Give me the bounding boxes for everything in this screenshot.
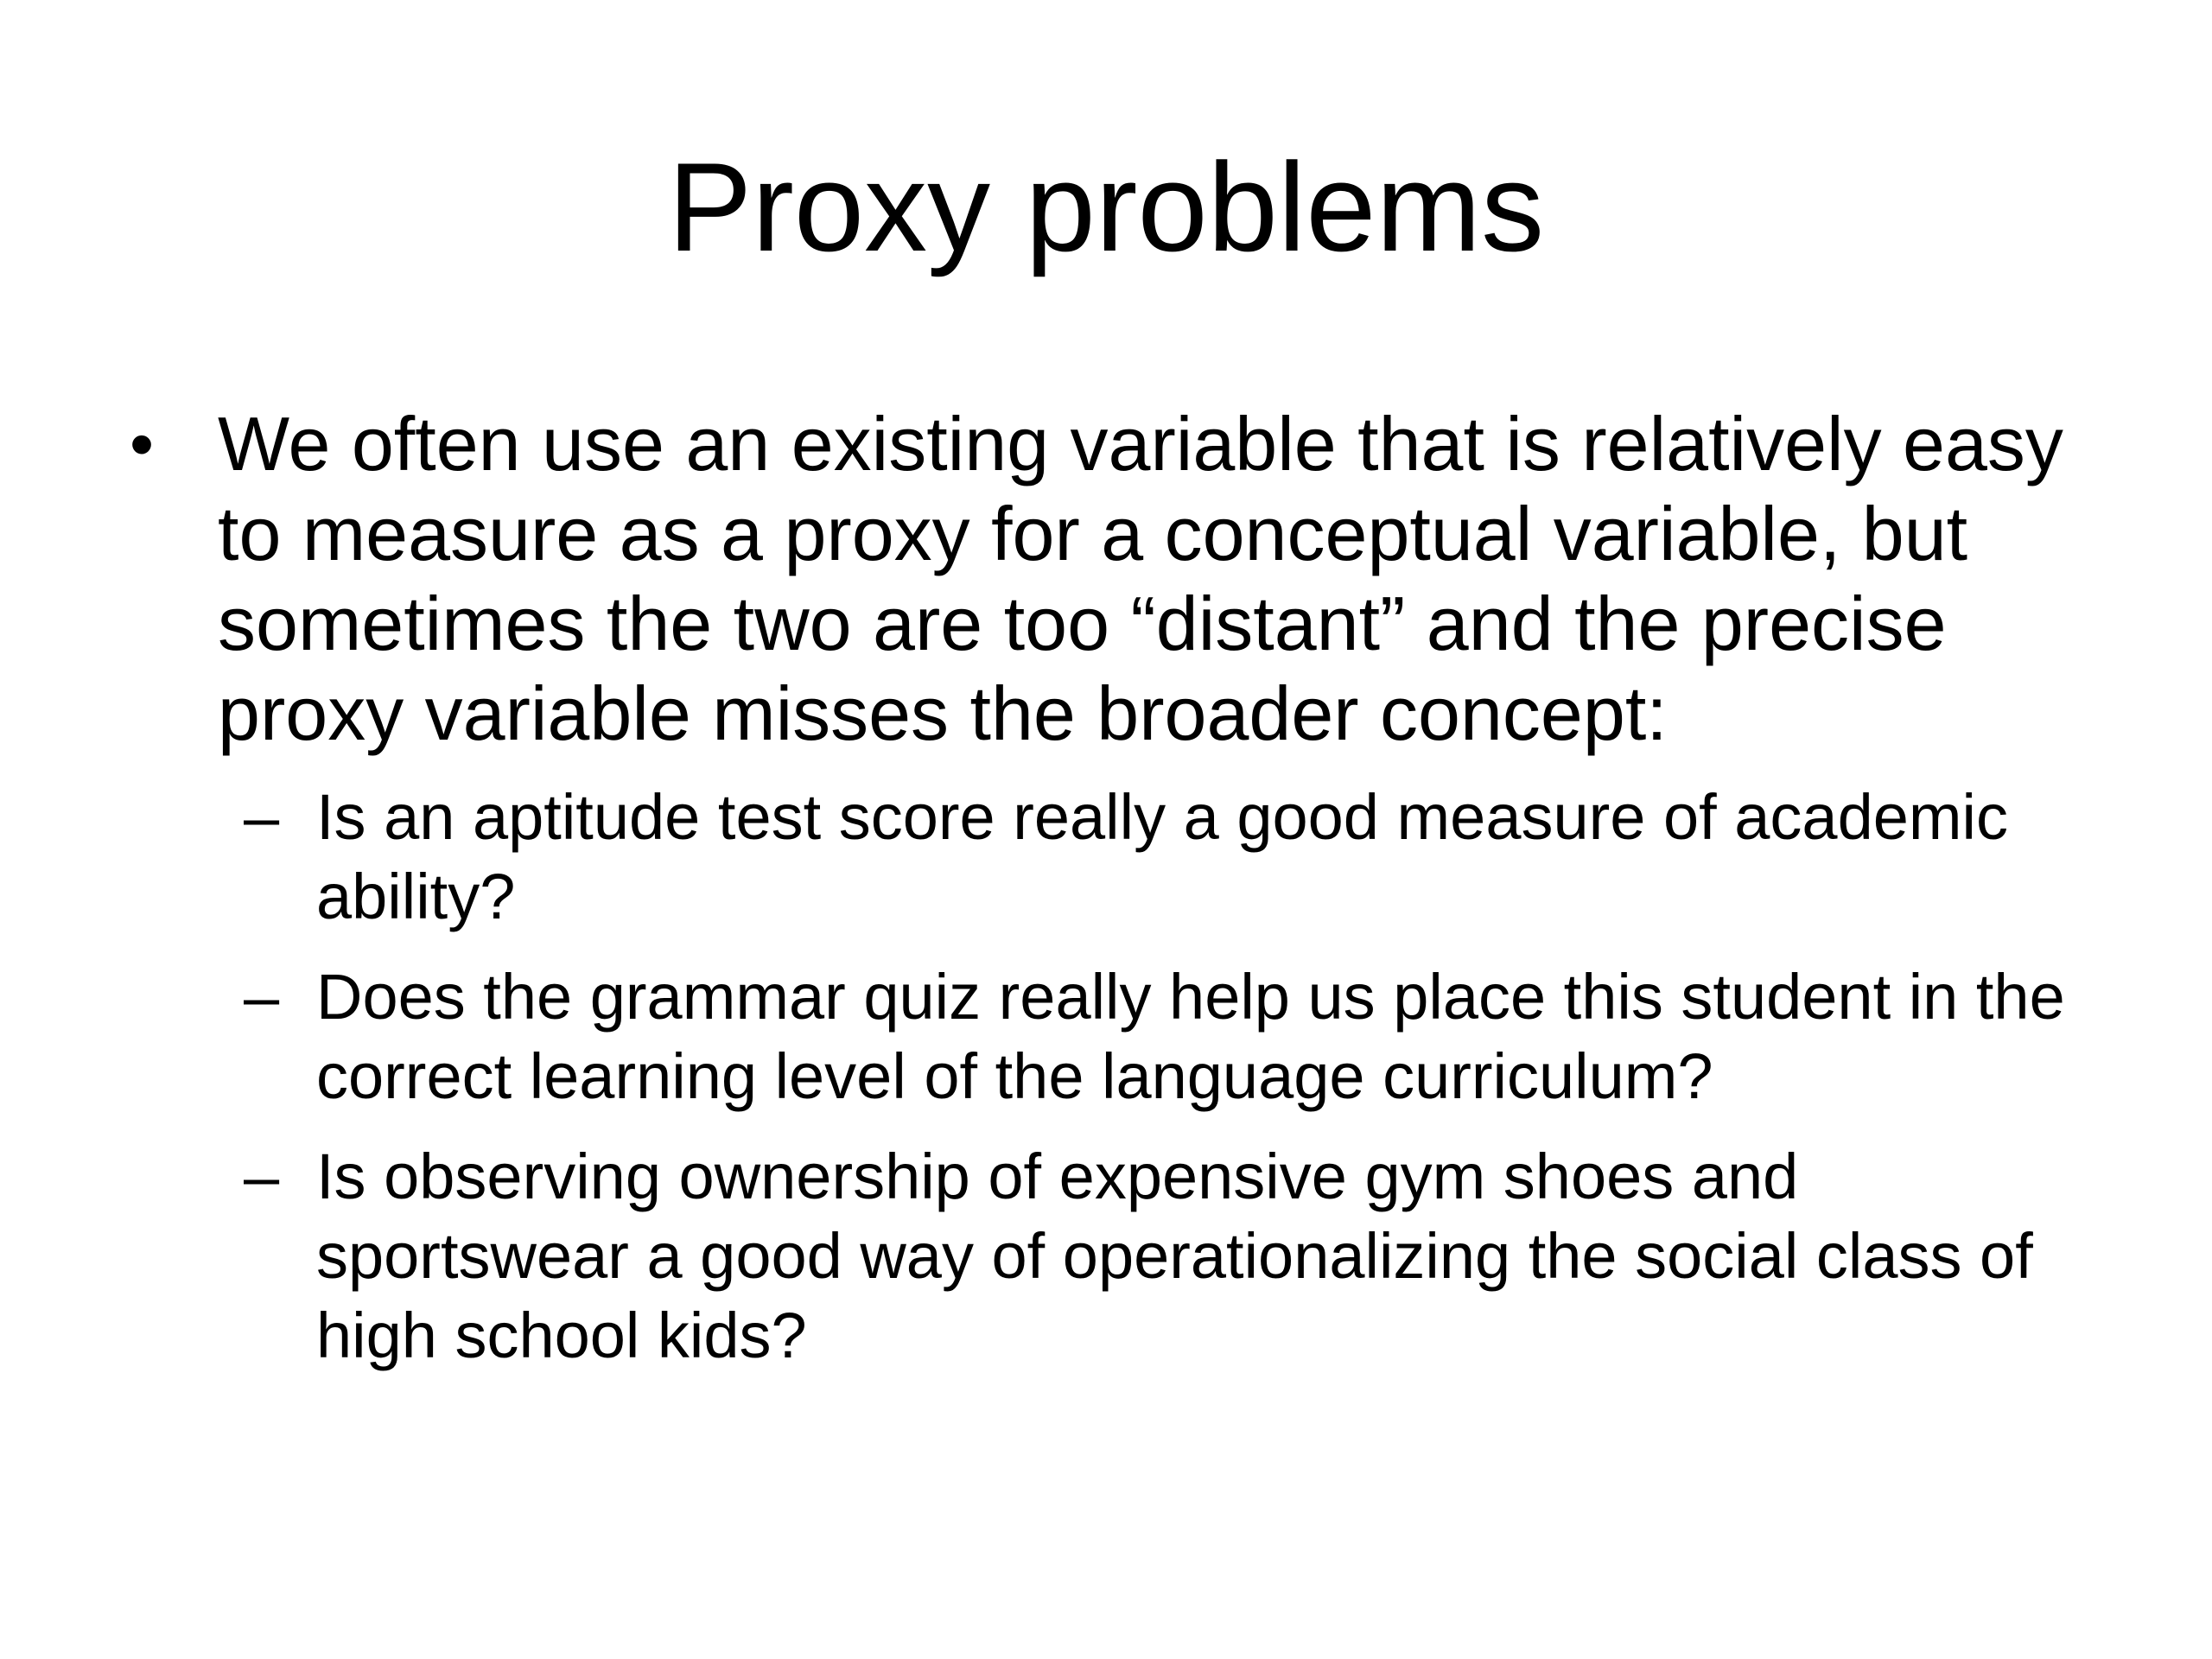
sub-bullet-text: Does the grammar quiz really help us place this student in the correct learning level of the language curriculum?	[316, 961, 2065, 1112]
sub-bullet-item	[244, 778, 2117, 937]
dash-marker: –	[244, 1141, 280, 1212]
slide-content	[130, 399, 2117, 1396]
sub-bullet-text: Is an aptitude test score really a good measure of academic ability?	[316, 781, 2008, 932]
slide-title: Proxy problems	[667, 137, 1545, 277]
bullet-text: We often use an existing variable that is relatively easy to measure as a proxy for a conceptual variable, but sometimes the two are too “distant” and the precise proxy variable misses the broader concept:	[218, 401, 2063, 756]
dash-marker: –	[244, 961, 280, 1033]
dash-marker: –	[244, 781, 280, 853]
sub-bullet-text: Is observing ownership of expensive gym shoes and sportswear a good way of operationalizing the social class of high school kids?	[316, 1141, 2033, 1371]
sub-bullet-item	[244, 1137, 2117, 1376]
bullet-item	[130, 399, 2117, 759]
bullet-marker: •	[130, 405, 155, 482]
sub-bullet-item	[244, 957, 2117, 1116]
sub-bullet-list	[244, 778, 2117, 1376]
